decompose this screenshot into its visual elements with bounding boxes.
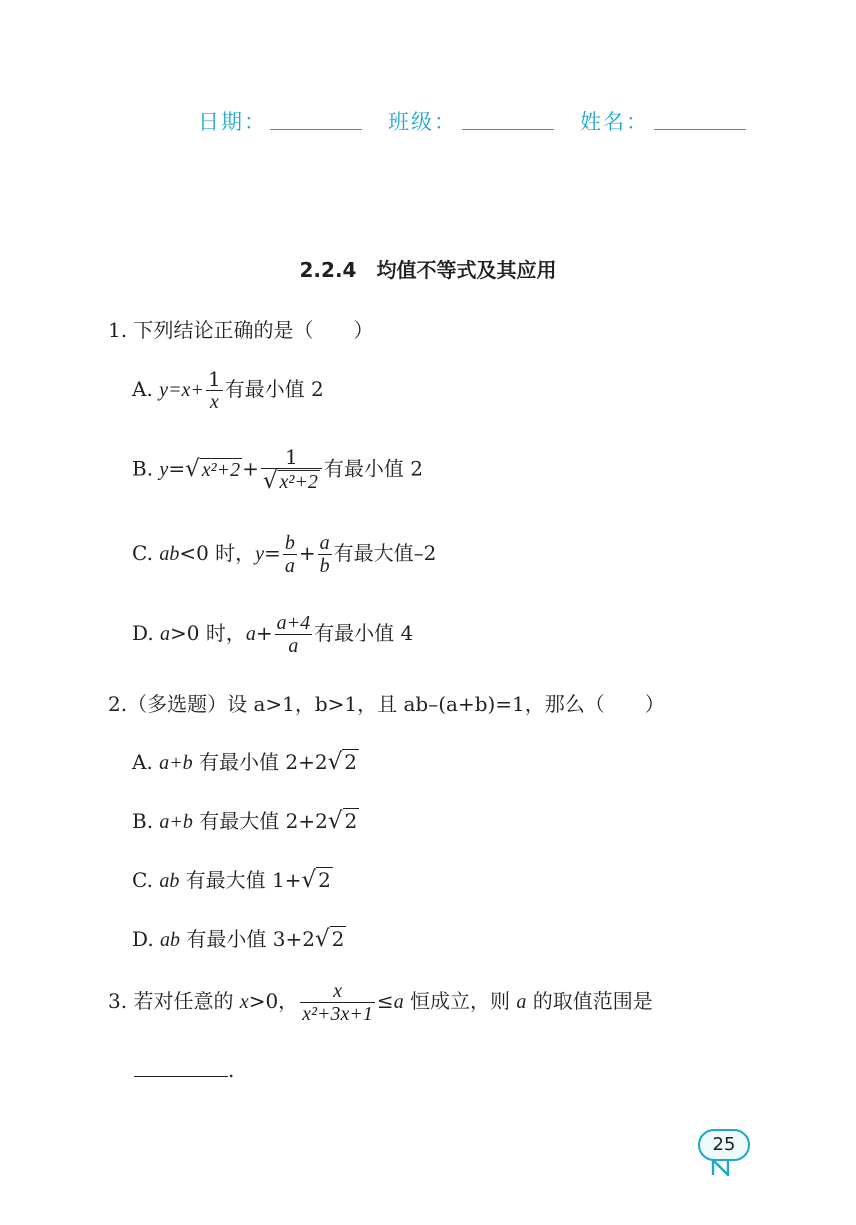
var: a+b (159, 752, 193, 774)
var: ab (159, 543, 180, 565)
fraction (275, 612, 313, 657)
class-blank (462, 129, 554, 130)
numerator: 1 (261, 446, 322, 469)
numerator: b (284, 532, 295, 554)
option-letter: D. (132, 621, 161, 645)
fraction (206, 368, 223, 413)
sqrt: √ 2 (327, 808, 358, 834)
option-letter: A. (132, 377, 160, 401)
denominator: a (284, 555, 295, 577)
sqrt: √ 2 (314, 926, 345, 952)
var: ab (160, 929, 181, 951)
denominator: a (288, 635, 299, 657)
sqrt: √ x²+2 (262, 468, 318, 494)
condition: >0， (248, 989, 299, 1013)
denominator: x (209, 391, 219, 413)
numerator: x (300, 980, 375, 1003)
option-letter: C. (132, 541, 160, 565)
fraction (300, 980, 375, 1025)
fraction (318, 532, 332, 577)
n-logo-icon (710, 1157, 734, 1177)
question-1-stem: 1. 下列结论正确的是（ ） (108, 318, 374, 342)
q1-option-b (132, 446, 423, 494)
radicand: x²+2 (201, 458, 241, 481)
var: a+b (159, 811, 193, 833)
radicand: 2 (344, 809, 358, 833)
fraction (261, 446, 322, 494)
var-y: y (255, 543, 265, 565)
q1-option-a (132, 368, 324, 413)
period: . (228, 1058, 235, 1082)
q3-text: 的取值范围是 (526, 989, 653, 1013)
q3-lead: 3. 若对任意的 (108, 989, 240, 1013)
date-label: 日期： (198, 110, 267, 134)
class-label: 班级： (388, 110, 457, 134)
name-label: 姓名： (580, 110, 649, 134)
q2-option-c (132, 864, 333, 893)
date-blank (270, 129, 362, 130)
page-number: 25 (698, 1129, 750, 1161)
plus: + (242, 456, 259, 481)
sqrt: √ 2 (301, 867, 331, 893)
q3-text: 恒成立，则 (403, 989, 517, 1013)
sqrt: √ x²+2 (185, 455, 241, 482)
q2-option-b (132, 805, 359, 834)
radicand: 2 (344, 750, 357, 774)
denominator: b (319, 555, 330, 577)
q1-option-d (132, 612, 413, 657)
option-text: 有最小值 2 (323, 456, 423, 481)
expr: =x+ (168, 379, 204, 401)
numerator: a+4 (276, 612, 311, 634)
section-title: 2.2.4 均值不等式及其应用 (299, 258, 557, 282)
var-y: y (159, 379, 169, 401)
var-x: x (239, 991, 249, 1013)
plus: + (255, 621, 273, 645)
var-y: y (159, 458, 169, 481)
option-text: 有最大值–2 (333, 541, 437, 565)
name-blank (654, 129, 746, 130)
condition: >0 时， (170, 621, 246, 645)
q2-option-a (132, 746, 359, 775)
var-a: a (393, 991, 404, 1013)
option-text: 有最小值 3+2 (180, 927, 315, 951)
numerator: a (319, 532, 330, 554)
option-letter: D. (132, 927, 161, 951)
var: ab (159, 870, 180, 892)
sqrt: √ 2 (327, 749, 357, 775)
answer-blank[interactable] (134, 1058, 228, 1077)
question-3-stem (108, 980, 653, 1025)
condition: <0 时， (179, 541, 256, 565)
question-2-stem: 2.（多选题）设 a>1，b>1，且 ab–(a+b)=1，那么（ ） (108, 692, 665, 716)
q2-option-d (132, 923, 346, 952)
option-text: 有最小值 2+2 (192, 750, 328, 774)
option-letter: C. (132, 868, 160, 892)
option-letter: B. (132, 809, 160, 833)
var: a (160, 623, 171, 645)
radicand: x²+2 (279, 471, 318, 493)
option-text: 有最小值 2 (224, 377, 324, 401)
q1-option-c (132, 532, 436, 577)
plus: + (298, 541, 316, 565)
option-text: 有最小值 4 (314, 621, 414, 645)
radicand: 2 (318, 868, 331, 892)
relation: ≤ (376, 989, 394, 1013)
option-letter: A. (132, 750, 160, 774)
var-a: a (516, 991, 527, 1013)
denominator: x²+3x+1 (302, 1003, 373, 1025)
equals: = (264, 541, 281, 565)
answer-blank-line (134, 1058, 234, 1082)
option-letter: B. (132, 456, 160, 481)
option-text: 有最大值 2+2 (192, 809, 328, 833)
radicand: 2 (331, 927, 345, 951)
var-a: a (245, 623, 256, 645)
fraction (283, 532, 297, 577)
equals: = (168, 456, 186, 481)
numerator: 1 (207, 367, 221, 391)
option-text: 有最大值 1+ (179, 868, 302, 892)
